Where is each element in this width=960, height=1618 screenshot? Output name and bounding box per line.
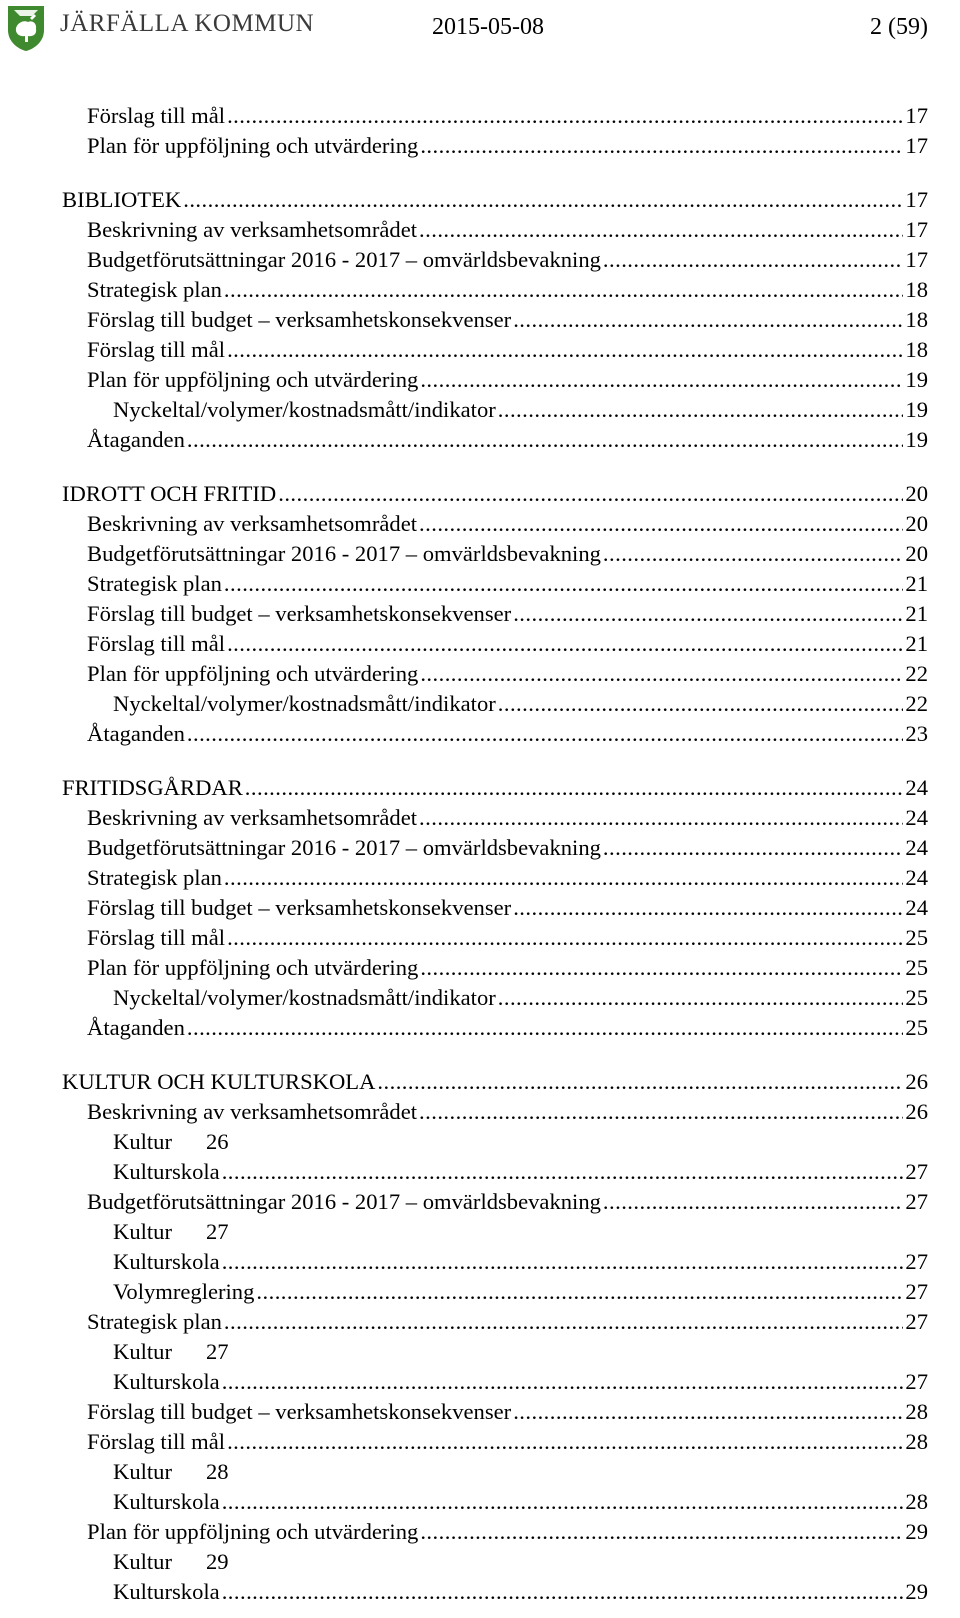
toc-entry-title: Kultur — [113, 1339, 172, 1364]
toc-entry-page: 22 — [905, 661, 928, 686]
toc-entry[interactable] — [62, 245, 928, 275]
toc-entry-title: Förslag till mål — [87, 925, 226, 950]
toc-dot-leader — [377, 1067, 903, 1097]
toc-entry-title: Plan för uppföljning och utvärdering — [87, 367, 419, 392]
toc-entry-page: 27 — [905, 1369, 928, 1394]
toc-dot-leader — [498, 689, 904, 719]
jarfalla-coat-of-arms-icon — [6, 4, 46, 52]
toc-entry-title: Kultur — [113, 1459, 172, 1484]
toc-entry-page: 21 — [905, 631, 928, 656]
toc-entry-title: Strategisk plan — [87, 865, 222, 890]
toc-entry-page: 28 — [206, 1459, 229, 1484]
toc-entry[interactable] — [62, 1187, 928, 1217]
toc-entry[interactable] — [62, 599, 928, 629]
toc-entry-page: 24 — [905, 775, 928, 800]
toc-entry-page: 19 — [905, 367, 928, 392]
toc-entry-title: Kulturskola — [113, 1159, 220, 1184]
toc-dot-leader — [224, 1307, 903, 1337]
toc-entry[interactable] — [62, 1427, 928, 1457]
toc-entry[interactable] — [62, 275, 928, 305]
toc-entry-title: Strategisk plan — [87, 277, 222, 302]
toc-entry[interactable] — [62, 1277, 928, 1307]
toc-entry-page: 19 — [905, 397, 928, 422]
toc-dot-leader — [183, 185, 903, 215]
toc-entry-page: 21 — [905, 601, 928, 626]
toc-entry[interactable] — [62, 1157, 928, 1187]
toc-entry-title: KULTUR OCH KULTURSKOLA — [62, 1069, 376, 1094]
toc-entry-title: Kulturskola — [113, 1249, 220, 1274]
toc-entry-page: 25 — [905, 955, 928, 980]
toc-entry-page: 25 — [905, 925, 928, 950]
page-header — [0, 0, 960, 60]
toc-entry-title: Plan för uppföljning och utvärdering — [87, 661, 419, 686]
toc-entry[interactable] — [62, 1397, 928, 1427]
toc-entry-title: Förslag till mål — [87, 103, 226, 128]
toc-dot-leader — [224, 863, 903, 893]
toc-entry-title: Kulturskola — [113, 1579, 220, 1604]
toc-dot-leader — [420, 1517, 903, 1547]
toc-entry-title: Plan för uppföljning och utvärdering — [87, 133, 419, 158]
toc-entry-title: Nyckeltal/volymer/kostnadsmått/indikator — [113, 691, 496, 716]
toc-dot-leader — [227, 629, 903, 659]
toc-entry[interactable] — [62, 1067, 928, 1097]
toc-dot-leader — [420, 131, 903, 161]
toc-dot-leader — [227, 1427, 903, 1457]
toc-dot-leader — [420, 659, 903, 689]
toc-entry[interactable] — [62, 1517, 928, 1547]
toc-dot-leader — [187, 719, 904, 749]
toc-dot-leader — [419, 1097, 903, 1127]
toc-entry-page: 21 — [905, 571, 928, 596]
toc-entry-page: 22 — [905, 691, 928, 716]
toc-entry-page: 17 — [905, 103, 928, 128]
toc-entry-page: 17 — [905, 187, 928, 212]
toc-entry-page: 26 — [905, 1069, 928, 1094]
toc-dot-leader — [498, 395, 904, 425]
toc-entry-page: 25 — [905, 985, 928, 1010]
toc-entry-title: Åtaganden — [87, 1015, 185, 1040]
toc-entry-title: Förslag till mål — [87, 337, 226, 362]
table-of-contents — [62, 101, 928, 1607]
toc-dot-leader — [222, 1247, 904, 1277]
toc-entry-title: Beskrivning av verksamhetsområdet — [87, 217, 418, 242]
toc-dot-leader — [603, 833, 903, 863]
toc-entry[interactable] — [62, 1577, 928, 1607]
toc-entry[interactable] — [62, 659, 928, 689]
toc-entry-title: Nyckeltal/volymer/kostnadsmått/indikator — [113, 985, 496, 1010]
toc-entry[interactable] — [62, 509, 928, 539]
toc-entry-page: 19 — [905, 427, 928, 452]
toc-entry-page: 28 — [905, 1429, 928, 1454]
toc-entry-title: FRITIDSGÅRDAR — [62, 775, 243, 800]
toc-entry-title: Kultur — [113, 1219, 172, 1244]
toc-dot-leader — [420, 365, 903, 395]
toc-entry[interactable] — [62, 1013, 928, 1043]
toc-entry[interactable] — [62, 953, 928, 983]
toc-entry-page: 20 — [905, 511, 928, 536]
toc-entry-page: 24 — [905, 865, 928, 890]
toc-entry[interactable] — [62, 1367, 928, 1397]
toc-entry-title: Beskrivning av verksamhetsområdet — [87, 1099, 418, 1124]
toc-entry-page: 28 — [905, 1399, 928, 1424]
toc-dot-leader — [224, 569, 903, 599]
toc-entry[interactable] — [62, 569, 928, 599]
toc-entry[interactable] — [62, 719, 928, 749]
toc-entry[interactable] — [62, 131, 928, 161]
toc-dot-leader — [513, 893, 903, 923]
toc-entry[interactable] — [62, 425, 928, 455]
toc-entry-page: 27 — [905, 1159, 928, 1184]
toc-entry-title: Kultur — [113, 1549, 172, 1574]
toc-entry[interactable] — [62, 629, 928, 659]
toc-dot-leader — [513, 305, 903, 335]
toc-entry-title: Åtaganden — [87, 721, 185, 746]
toc-entry-page: 29 — [905, 1579, 928, 1604]
toc-entry-page: 27 — [905, 1309, 928, 1334]
toc-dot-leader — [278, 479, 903, 509]
toc-entry-page: 24 — [905, 835, 928, 860]
toc-entry-title: Budgetförutsättningar 2016 - 2017 – omvärldsbevakning — [87, 1189, 601, 1214]
toc-entry-title: Nyckeltal/volymer/kostnadsmått/indikator — [113, 397, 496, 422]
toc-entry-page: 28 — [905, 1489, 928, 1514]
toc-dot-leader — [224, 275, 903, 305]
toc-entry[interactable] — [62, 923, 928, 953]
toc-entry-title: Budgetförutsättningar 2016 - 2017 – omvärldsbevakning — [87, 541, 601, 566]
toc-entry-page: 27 — [206, 1339, 229, 1364]
toc-entry-title: IDROTT OCH FRITID — [62, 481, 277, 506]
toc-entry-title: Budgetförutsättningar 2016 - 2017 – omvärldsbevakning — [87, 247, 601, 272]
toc-entry[interactable] — [62, 395, 928, 425]
toc-entry-title: Åtaganden — [87, 427, 185, 452]
toc-entry[interactable] — [62, 1217, 928, 1247]
toc-entry-title: Volymreglering — [113, 1279, 255, 1304]
toc-entry[interactable] — [62, 1127, 928, 1157]
toc-entry[interactable] — [62, 365, 928, 395]
toc-dot-leader — [603, 245, 903, 275]
toc-entry-title: Förslag till budget – verksamhetskonsekvenser — [87, 601, 512, 626]
toc-dot-leader — [603, 539, 903, 569]
toc-dot-leader — [419, 215, 903, 245]
toc-entry-title: BIBLIOTEK — [62, 187, 182, 212]
page-number: 2 (59) — [870, 14, 928, 40]
toc-entry-title: Budgetförutsättningar 2016 - 2017 – omvärldsbevakning — [87, 835, 601, 860]
toc-entry-title: Kultur — [113, 1129, 172, 1154]
toc-entry-page: 18 — [905, 277, 928, 302]
toc-entry-title: Kulturskola — [113, 1489, 220, 1514]
toc-entry[interactable] — [62, 101, 928, 131]
toc-dot-leader — [513, 599, 903, 629]
toc-dot-leader — [513, 1397, 903, 1427]
toc-entry-title: Strategisk plan — [87, 1309, 222, 1334]
toc-entry-page: 26 — [905, 1099, 928, 1124]
toc-entry-title: Förslag till budget – verksamhetskonsekvenser — [87, 1399, 512, 1424]
toc-dot-leader — [256, 1277, 903, 1307]
toc-entry[interactable] — [62, 803, 928, 833]
toc-entry[interactable] — [62, 689, 928, 719]
toc-entry-page: 27 — [905, 1279, 928, 1304]
toc-entry[interactable] — [62, 335, 928, 365]
toc-entry[interactable] — [62, 773, 928, 803]
toc-entry-page: 20 — [905, 541, 928, 566]
document-date: 2015-05-08 — [432, 14, 544, 40]
toc-entry-page: 17 — [905, 133, 928, 158]
toc-dot-leader — [187, 1013, 904, 1043]
toc-entry[interactable] — [62, 1307, 928, 1337]
toc-entry[interactable] — [62, 833, 928, 863]
toc-entry[interactable] — [62, 1247, 928, 1277]
toc-entry-page: 29 — [905, 1519, 928, 1544]
toc-entry-page: 23 — [905, 721, 928, 746]
toc-dot-leader — [222, 1157, 904, 1187]
toc-entry-title: Förslag till mål — [87, 631, 226, 656]
toc-entry-page: 27 — [206, 1219, 229, 1244]
toc-entry[interactable] — [62, 1487, 928, 1517]
toc-dot-leader — [222, 1487, 904, 1517]
toc-dot-leader — [227, 101, 903, 131]
toc-dot-leader — [222, 1367, 904, 1397]
toc-entry[interactable] — [62, 305, 928, 335]
toc-dot-leader — [187, 425, 904, 455]
toc-entry-page: 24 — [905, 895, 928, 920]
toc-entry[interactable] — [62, 893, 928, 923]
toc-entry-title: Beskrivning av verksamhetsområdet — [87, 805, 418, 830]
toc-entry-page: 20 — [905, 481, 928, 506]
toc-entry-page: 24 — [905, 805, 928, 830]
toc-dot-leader — [420, 953, 903, 983]
toc-entry[interactable] — [62, 539, 928, 569]
toc-entry-page: 27 — [905, 1249, 928, 1274]
toc-entry-title: Plan för uppföljning och utvärdering — [87, 1519, 419, 1544]
toc-entry-title: Plan för uppföljning och utvärdering — [87, 955, 419, 980]
toc-dot-leader — [498, 983, 904, 1013]
toc-entry-page: 25 — [905, 1015, 928, 1040]
toc-entry-page: 18 — [905, 337, 928, 362]
toc-entry[interactable] — [62, 1547, 928, 1577]
toc-dot-leader — [603, 1187, 903, 1217]
toc-entry-title: Beskrivning av verksamhetsområdet — [87, 511, 418, 536]
toc-entry-title: Strategisk plan — [87, 571, 222, 596]
toc-entry[interactable] — [62, 863, 928, 893]
toc-entry-title: Kulturskola — [113, 1369, 220, 1394]
toc-entry[interactable] — [62, 983, 928, 1013]
toc-entry[interactable] — [62, 185, 928, 215]
toc-entry[interactable] — [62, 479, 928, 509]
toc-entry-page: 18 — [905, 307, 928, 332]
toc-dot-leader — [227, 923, 903, 953]
toc-entry-page: 17 — [905, 217, 928, 242]
toc-dot-leader — [419, 803, 903, 833]
toc-entry-title: Förslag till mål — [87, 1429, 226, 1454]
toc-entry[interactable] — [62, 1097, 928, 1127]
organization-name: JÄRFÄLLA KOMMUN — [60, 10, 315, 37]
toc-entry[interactable] — [62, 215, 928, 245]
toc-entry[interactable] — [62, 1337, 928, 1367]
toc-entry-page: 26 — [206, 1129, 229, 1154]
toc-entry[interactable] — [62, 1457, 928, 1487]
toc-dot-leader — [222, 1577, 904, 1607]
toc-entry-title: Förslag till budget – verksamhetskonsekvenser — [87, 307, 512, 332]
toc-entry-page: 17 — [905, 247, 928, 272]
toc-dot-leader — [245, 773, 904, 803]
toc-entry-page: 27 — [905, 1189, 928, 1214]
toc-dot-leader — [419, 509, 903, 539]
toc-dot-leader — [227, 335, 903, 365]
toc-entry-page: 29 — [206, 1549, 229, 1574]
toc-entry-title: Förslag till budget – verksamhetskonsekvenser — [87, 895, 512, 920]
